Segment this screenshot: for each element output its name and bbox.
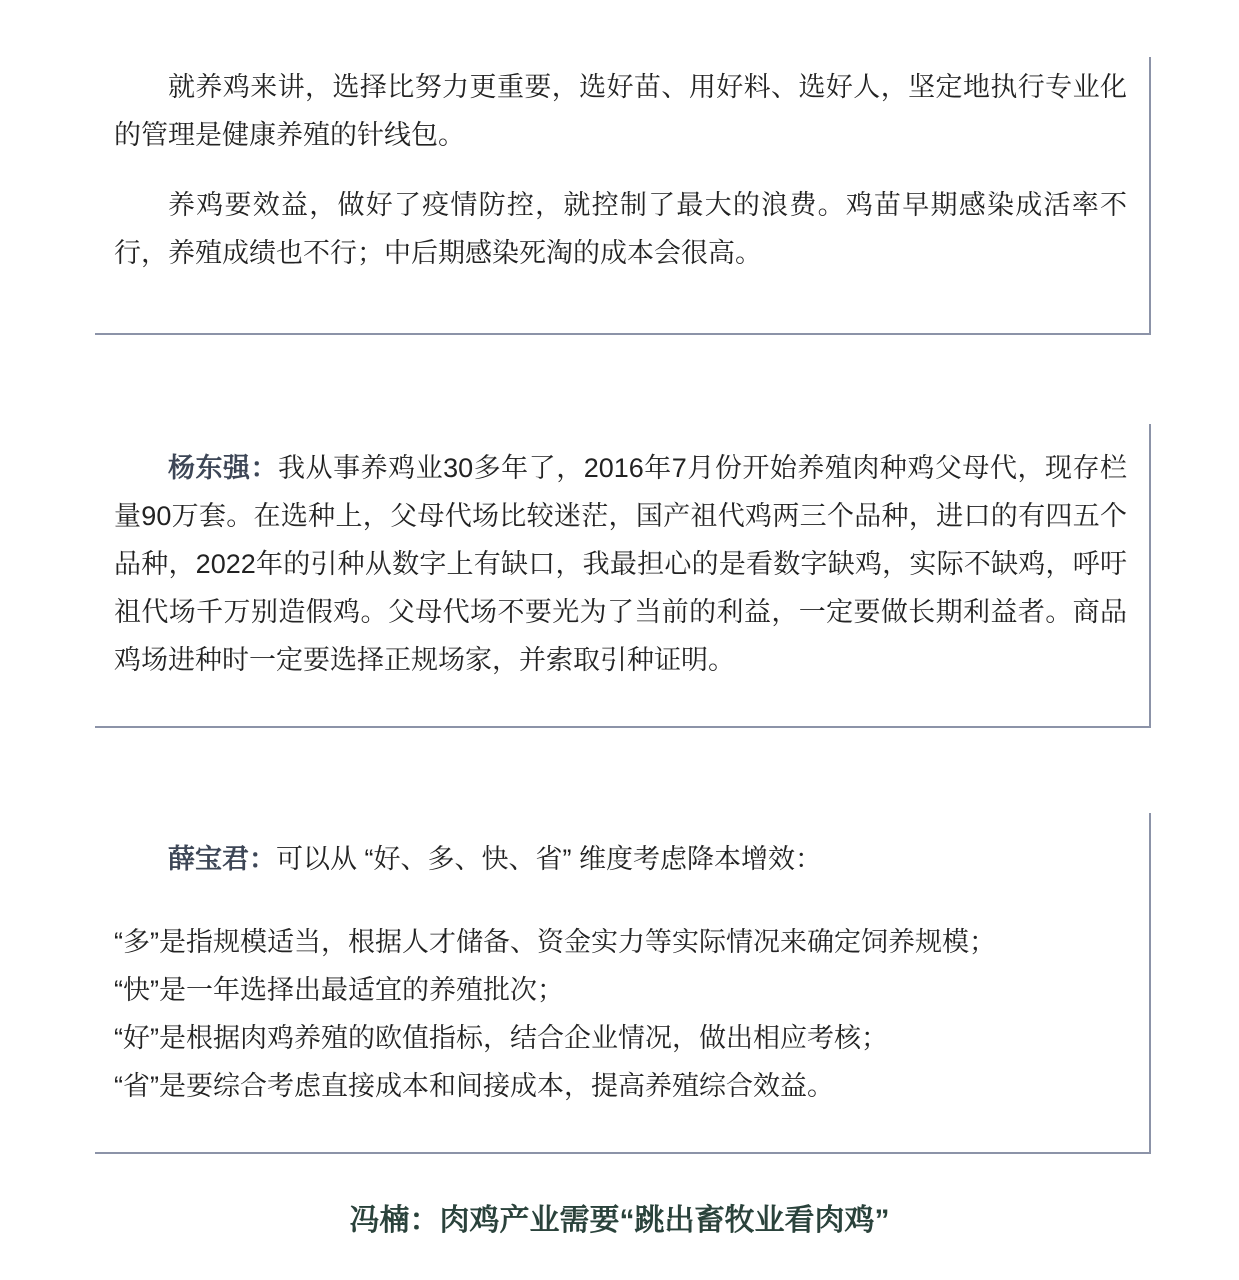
speaker-name-xue-baojun: 薛宝君： xyxy=(168,844,276,874)
dimension-item-hao: “好”是根据肉鸡养殖的欧值指标，结合企业情况，做出相应考核； xyxy=(114,1023,888,1053)
dimension-item-kuai: “快”是一年选择出最适宜的养殖批次； xyxy=(114,975,564,1005)
summary-paragraph-1: 就养鸡来讲，选择比努力更重要，选好苗、用好料、选好人，坚定地执行专业化的管理是健康养殖的针线包。 xyxy=(114,72,1127,150)
speaker-paragraph xyxy=(114,835,1127,883)
quote-box-summary xyxy=(95,57,1151,335)
speaker-paragraph xyxy=(114,444,1127,684)
dimension-item-duo: “多”是指规模适当，根据人才储备、资金实力等实际情况来确定饲养规模； xyxy=(114,927,996,957)
speaker-remarks: 我从事养鸡业30多年了，2016年7月份开始养殖肉种鸡父母代，现存栏量90万套。在选种上，父母代场比较迷茫，国产祖代鸡两三个品种，进口的有四五个品种，2022年的引种从数字上有缺口，我最担心的是看数字缺鸡，实际不缺鸡，呼吁祖代场千万别造假鸡。父母代场不要光为了当前的利益，一定要做长期利益者。商品鸡场进种时一定要选择正规场家，并索取引种证明。 xyxy=(114,453,1127,675)
dimension-item-sheng: “省”是要综合考虑直接成本和间接成本，提高养殖综合效益。 xyxy=(114,1071,834,1101)
summary-paragraph-2: 养鸡要效益，做好了疫情防控，就控制了最大的浪费。鸡苗早期感染成活率不行，养殖成绩也不行；中后期感染死淘的成本会很高。 xyxy=(114,190,1127,268)
section-heading-feng-nan: 冯楠：肉鸡产业需要“跳出畜牧业看肉鸡” xyxy=(349,1204,890,1237)
quote-box-yang-dongqiang xyxy=(95,424,1151,728)
speaker-remarks: 可以从 “好、多、快、省” 维度考虑降本增效： xyxy=(276,844,822,874)
speaker-name-yang-dongqiang: 杨东强： xyxy=(168,453,279,483)
quote-box-xue-baojun xyxy=(95,813,1151,1154)
